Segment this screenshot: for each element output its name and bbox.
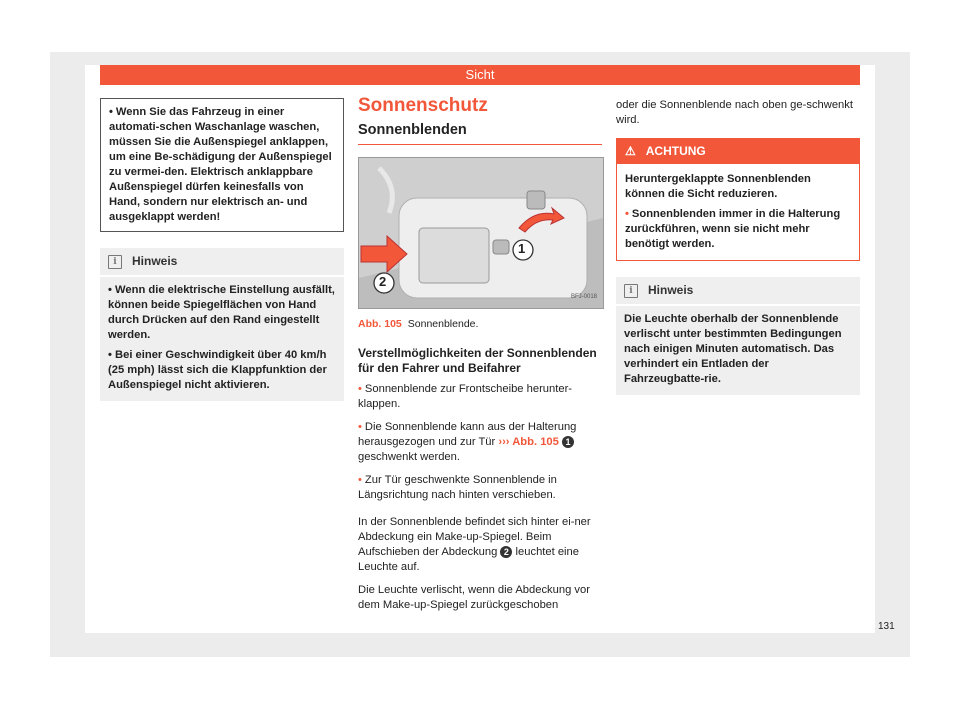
figure-callout-2: 2 bbox=[379, 274, 387, 289]
note-body: Die Leuchte oberhalb der Sonnenblende verlischt unter bestimmten Bedingungen nach einigen Minuten automatisch. Das verhindert ein Entladen der Fahrzeugbatte-rie. bbox=[624, 313, 842, 385]
note-item: • Wenn die elektrische Einstellung ausfällt, können beide Spiegelflächen von Hand durch Drücken auf den Rand eingestellt werden. bbox=[108, 284, 335, 341]
page-number: 131 bbox=[878, 621, 895, 632]
column-left bbox=[100, 98, 344, 401]
warning-continuation-box bbox=[100, 98, 344, 232]
bullet-icon: • bbox=[625, 208, 629, 220]
note-title: Hinweis bbox=[132, 254, 178, 268]
list-item: • Sonnenblende zur Frontscheibe herunter-klappen. bbox=[358, 383, 573, 410]
bullet-icon: • bbox=[108, 349, 116, 361]
caption-text: Sonnenblende. bbox=[407, 318, 479, 330]
column-middle bbox=[358, 95, 602, 621]
warning-item: Heruntergeklappte Sonnenblenden können die Sicht reduzieren. bbox=[625, 173, 811, 200]
bullet-icon: • bbox=[358, 421, 362, 433]
bullet-icon: • bbox=[108, 284, 116, 296]
figure-callout-1: 1 bbox=[518, 241, 526, 256]
paragraph: oder die Sonnenblende nach oben ge-schwenkt wird. bbox=[616, 99, 853, 126]
column-right bbox=[616, 98, 860, 395]
section-title: Sonnenschutz bbox=[358, 95, 488, 116]
bullet-icon: • bbox=[358, 383, 362, 395]
caption-label: Abb. 105 bbox=[358, 318, 402, 330]
sun-visor-figure bbox=[358, 157, 604, 309]
figure-reference-link[interactable]: ››› Abb. 105 bbox=[498, 436, 559, 448]
warning-continuation-text: Wenn Sie das Fahrzeug in einer automati-schen Waschanlage waschen, müssen Sie die Außenspiegel anklappen, um eine Be-schädigung der Außenspiegel zu vermei-den. Elektrisch anklappbare Außenspiegel dürfen keinesfalls von Hand, sondern nur elektrisch an- und ausgeklappt werden! bbox=[109, 106, 332, 223]
note-box bbox=[100, 248, 344, 401]
warning-item: • Sonnenblenden immer in die Halterung zurückführen, wenn sie nicht mehr benötigt werden. bbox=[625, 208, 841, 250]
figure-caption bbox=[358, 317, 602, 332]
warning-header bbox=[617, 139, 859, 164]
section-subtitle: Sonnenblenden bbox=[358, 123, 602, 145]
note-box bbox=[616, 277, 860, 395]
callout-number: 1 bbox=[562, 436, 574, 448]
callout-number: 2 bbox=[500, 546, 512, 558]
paragraph: In der Sonnenblende befindet sich hinter ei-ner Abdeckung ein Make-up-Spiegel. Beim Aufschieben der Abdeckung 2 leuchtet eine Leuchte auf. bbox=[358, 516, 591, 573]
note-title: Hinweis bbox=[648, 283, 694, 297]
note-header bbox=[100, 248, 344, 277]
list-item: • Zur Tür geschwenkte Sonnenblende in Längsrichtung nach hinten verschieben. bbox=[358, 474, 557, 501]
list-item: • Die Sonnenblende kann aus der Halterung herausgezogen und zur Tür ››› Abb. 105 1 geschwenkt werden. bbox=[358, 421, 577, 463]
sun-visor-illustration bbox=[359, 158, 603, 308]
note-body bbox=[100, 277, 344, 401]
bullet-icon: • bbox=[109, 106, 113, 118]
info-icon: i bbox=[108, 255, 122, 269]
paragraph: Die Leuchte verlischt, wenn die Abdeckung vor dem Make-up-Spiegel zurückgeschoben bbox=[358, 584, 590, 611]
bullet-icon: • bbox=[358, 474, 362, 486]
warning-box bbox=[616, 138, 860, 261]
warning-triangle-icon: ⚠ bbox=[625, 144, 636, 158]
figure-code: BFJ-0018 bbox=[570, 294, 597, 300]
warning-title: ACHTUNG bbox=[645, 144, 706, 158]
warning-body bbox=[617, 164, 859, 260]
note-item: • Bei einer Geschwindigkeit über 40 km/h (25 mph) lässt sich die Klappfunktion der Außenspiegel nicht aktivieren. bbox=[108, 349, 327, 391]
info-icon: i bbox=[624, 284, 638, 298]
note-header bbox=[616, 277, 860, 306]
section-header: Sicht bbox=[100, 65, 860, 85]
subsection-heading: Verstellmöglichkeiten der Sonnenblenden für den Fahrer und Beifahrer bbox=[358, 346, 597, 375]
